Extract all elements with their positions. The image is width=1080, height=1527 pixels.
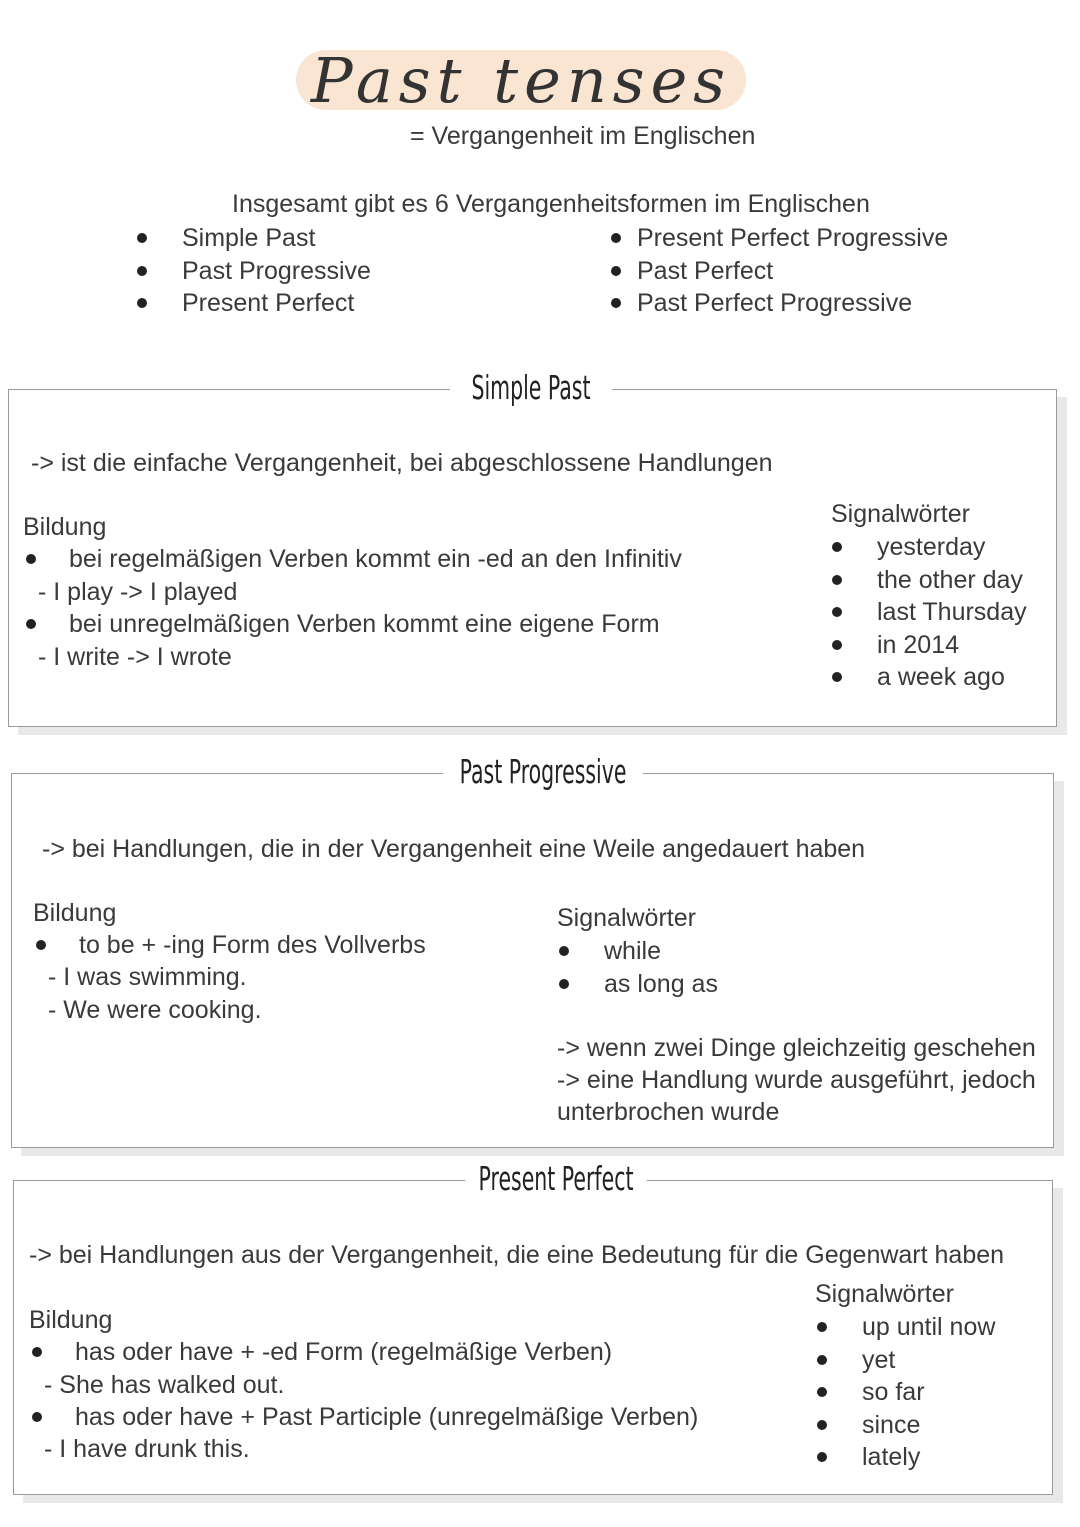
bullet-icon xyxy=(36,940,46,950)
past-progressive-bildung-label: Bildung xyxy=(33,899,117,927)
past-progressive-note-2: -> eine Handlung wurde ausgeführt, jedoch xyxy=(557,1066,1036,1094)
bullet-icon xyxy=(817,1420,827,1430)
simple-past-rule-1: bei regelmäßigen Verben kommt ein -ed an den Infinitiv xyxy=(26,543,682,576)
bullet-icon xyxy=(32,1412,42,1422)
bullet-icon xyxy=(26,554,36,564)
list-item: yesterday xyxy=(832,531,1027,564)
list-item: a week ago xyxy=(832,661,1027,694)
present-perfect-signal-list xyxy=(817,1311,995,1474)
past-progressive-definition: -> bei Handlungen, die in der Vergangenheit eine Weile angedauert haben xyxy=(42,835,866,863)
list-item: since xyxy=(817,1409,995,1442)
simple-past-definition: -> ist die einfache Vergangenheit, bei abgeschlossene Handlungen xyxy=(31,449,773,477)
list-item: so far xyxy=(817,1376,995,1409)
list-item: Present Perfect Progressive xyxy=(611,222,948,255)
list-item: lately xyxy=(817,1441,995,1474)
list-item: up until now xyxy=(817,1311,995,1344)
bullet-icon xyxy=(817,1452,827,1462)
bullet-icon xyxy=(817,1355,827,1365)
simple-past-example-2: - I write -> I wrote xyxy=(38,643,232,671)
bullet-icon xyxy=(137,233,147,243)
bullet-icon xyxy=(559,979,569,989)
title-text: Past tenses xyxy=(310,44,732,117)
list-item: Present Perfect xyxy=(137,287,371,320)
past-progressive-note-1: -> wenn zwei Dinge gleichzeitig geschehen xyxy=(557,1034,1036,1062)
list-item: as long as xyxy=(559,968,718,1001)
bullet-icon xyxy=(832,542,842,552)
page-title xyxy=(296,42,748,118)
bullet-icon xyxy=(559,946,569,956)
bullet-icon xyxy=(832,607,842,617)
present-perfect-definition: -> bei Handlungen aus der Vergangenheit, die eine Bedeutung für die Gegenwart haben xyxy=(29,1241,1005,1269)
bullet-icon xyxy=(32,1347,42,1357)
bullet-icon xyxy=(611,233,621,243)
past-progressive-example-2: - We were cooking. xyxy=(48,996,262,1024)
present-perfect-signal-label: Signalwörter xyxy=(815,1280,954,1308)
list-item: in 2014 xyxy=(832,629,1027,662)
list-item: while xyxy=(559,935,718,968)
bullet-icon xyxy=(817,1387,827,1397)
bullet-icon xyxy=(817,1322,827,1332)
bullet-icon xyxy=(26,619,36,629)
list-item: Past Perfect xyxy=(611,255,948,288)
bullet-icon xyxy=(137,298,147,308)
simple-past-title: Simple Past xyxy=(450,366,612,410)
past-progressive-note-3: unterbrochen wurde xyxy=(557,1098,780,1126)
past-progressive-example-1: - I was swimming. xyxy=(48,963,247,991)
simple-past-rule-2: bei unregelmäßigen Verben kommt eine eigene Form xyxy=(26,608,660,641)
present-perfect-bildung-label: Bildung xyxy=(29,1306,113,1334)
bullet-icon xyxy=(611,298,621,308)
list-item: last Thursday xyxy=(832,596,1027,629)
list-item: Simple Past xyxy=(137,222,371,255)
simple-past-bildung-label: Bildung xyxy=(23,513,107,541)
past-progressive-signal-list xyxy=(559,935,718,1000)
list-item: Past Perfect Progressive xyxy=(611,287,948,320)
bullet-icon xyxy=(611,266,621,276)
intro-text: Insgesamt gibt es 6 Vergangenheitsformen im Englischen xyxy=(232,190,870,218)
bullet-icon xyxy=(832,672,842,682)
tenses-list-right xyxy=(611,222,948,320)
past-progressive-title: Past Progressive xyxy=(443,750,643,794)
present-perfect-example-1: - She has walked out. xyxy=(44,1371,285,1399)
past-progressive-signal-label: Signalwörter xyxy=(557,904,696,932)
bullet-icon xyxy=(832,640,842,650)
simple-past-example-1: - I play -> I played xyxy=(38,578,238,606)
simple-past-signal-label: Signalwörter xyxy=(831,500,970,528)
bullet-icon xyxy=(832,575,842,585)
simple-past-signal-list xyxy=(832,531,1027,694)
tenses-list-left xyxy=(137,222,371,320)
present-perfect-example-2: - I have drunk this. xyxy=(44,1435,250,1463)
list-item: Past Progressive xyxy=(137,255,371,288)
present-perfect-rule-2: has oder have + Past Participle (unregelmäßige Verben) xyxy=(32,1401,698,1434)
list-item: the other day xyxy=(832,564,1027,597)
past-progressive-rule-1: to be + -ing Form des Vollverbs xyxy=(36,929,426,962)
present-perfect-title: Present Perfect xyxy=(465,1157,646,1201)
present-perfect-rule-1: has oder have + -ed Form (regelmäßige Verben) xyxy=(32,1336,612,1369)
list-item: yet xyxy=(817,1344,995,1377)
bullet-icon xyxy=(137,266,147,276)
subtitle: = Vergangenheit im Englischen xyxy=(410,122,756,150)
